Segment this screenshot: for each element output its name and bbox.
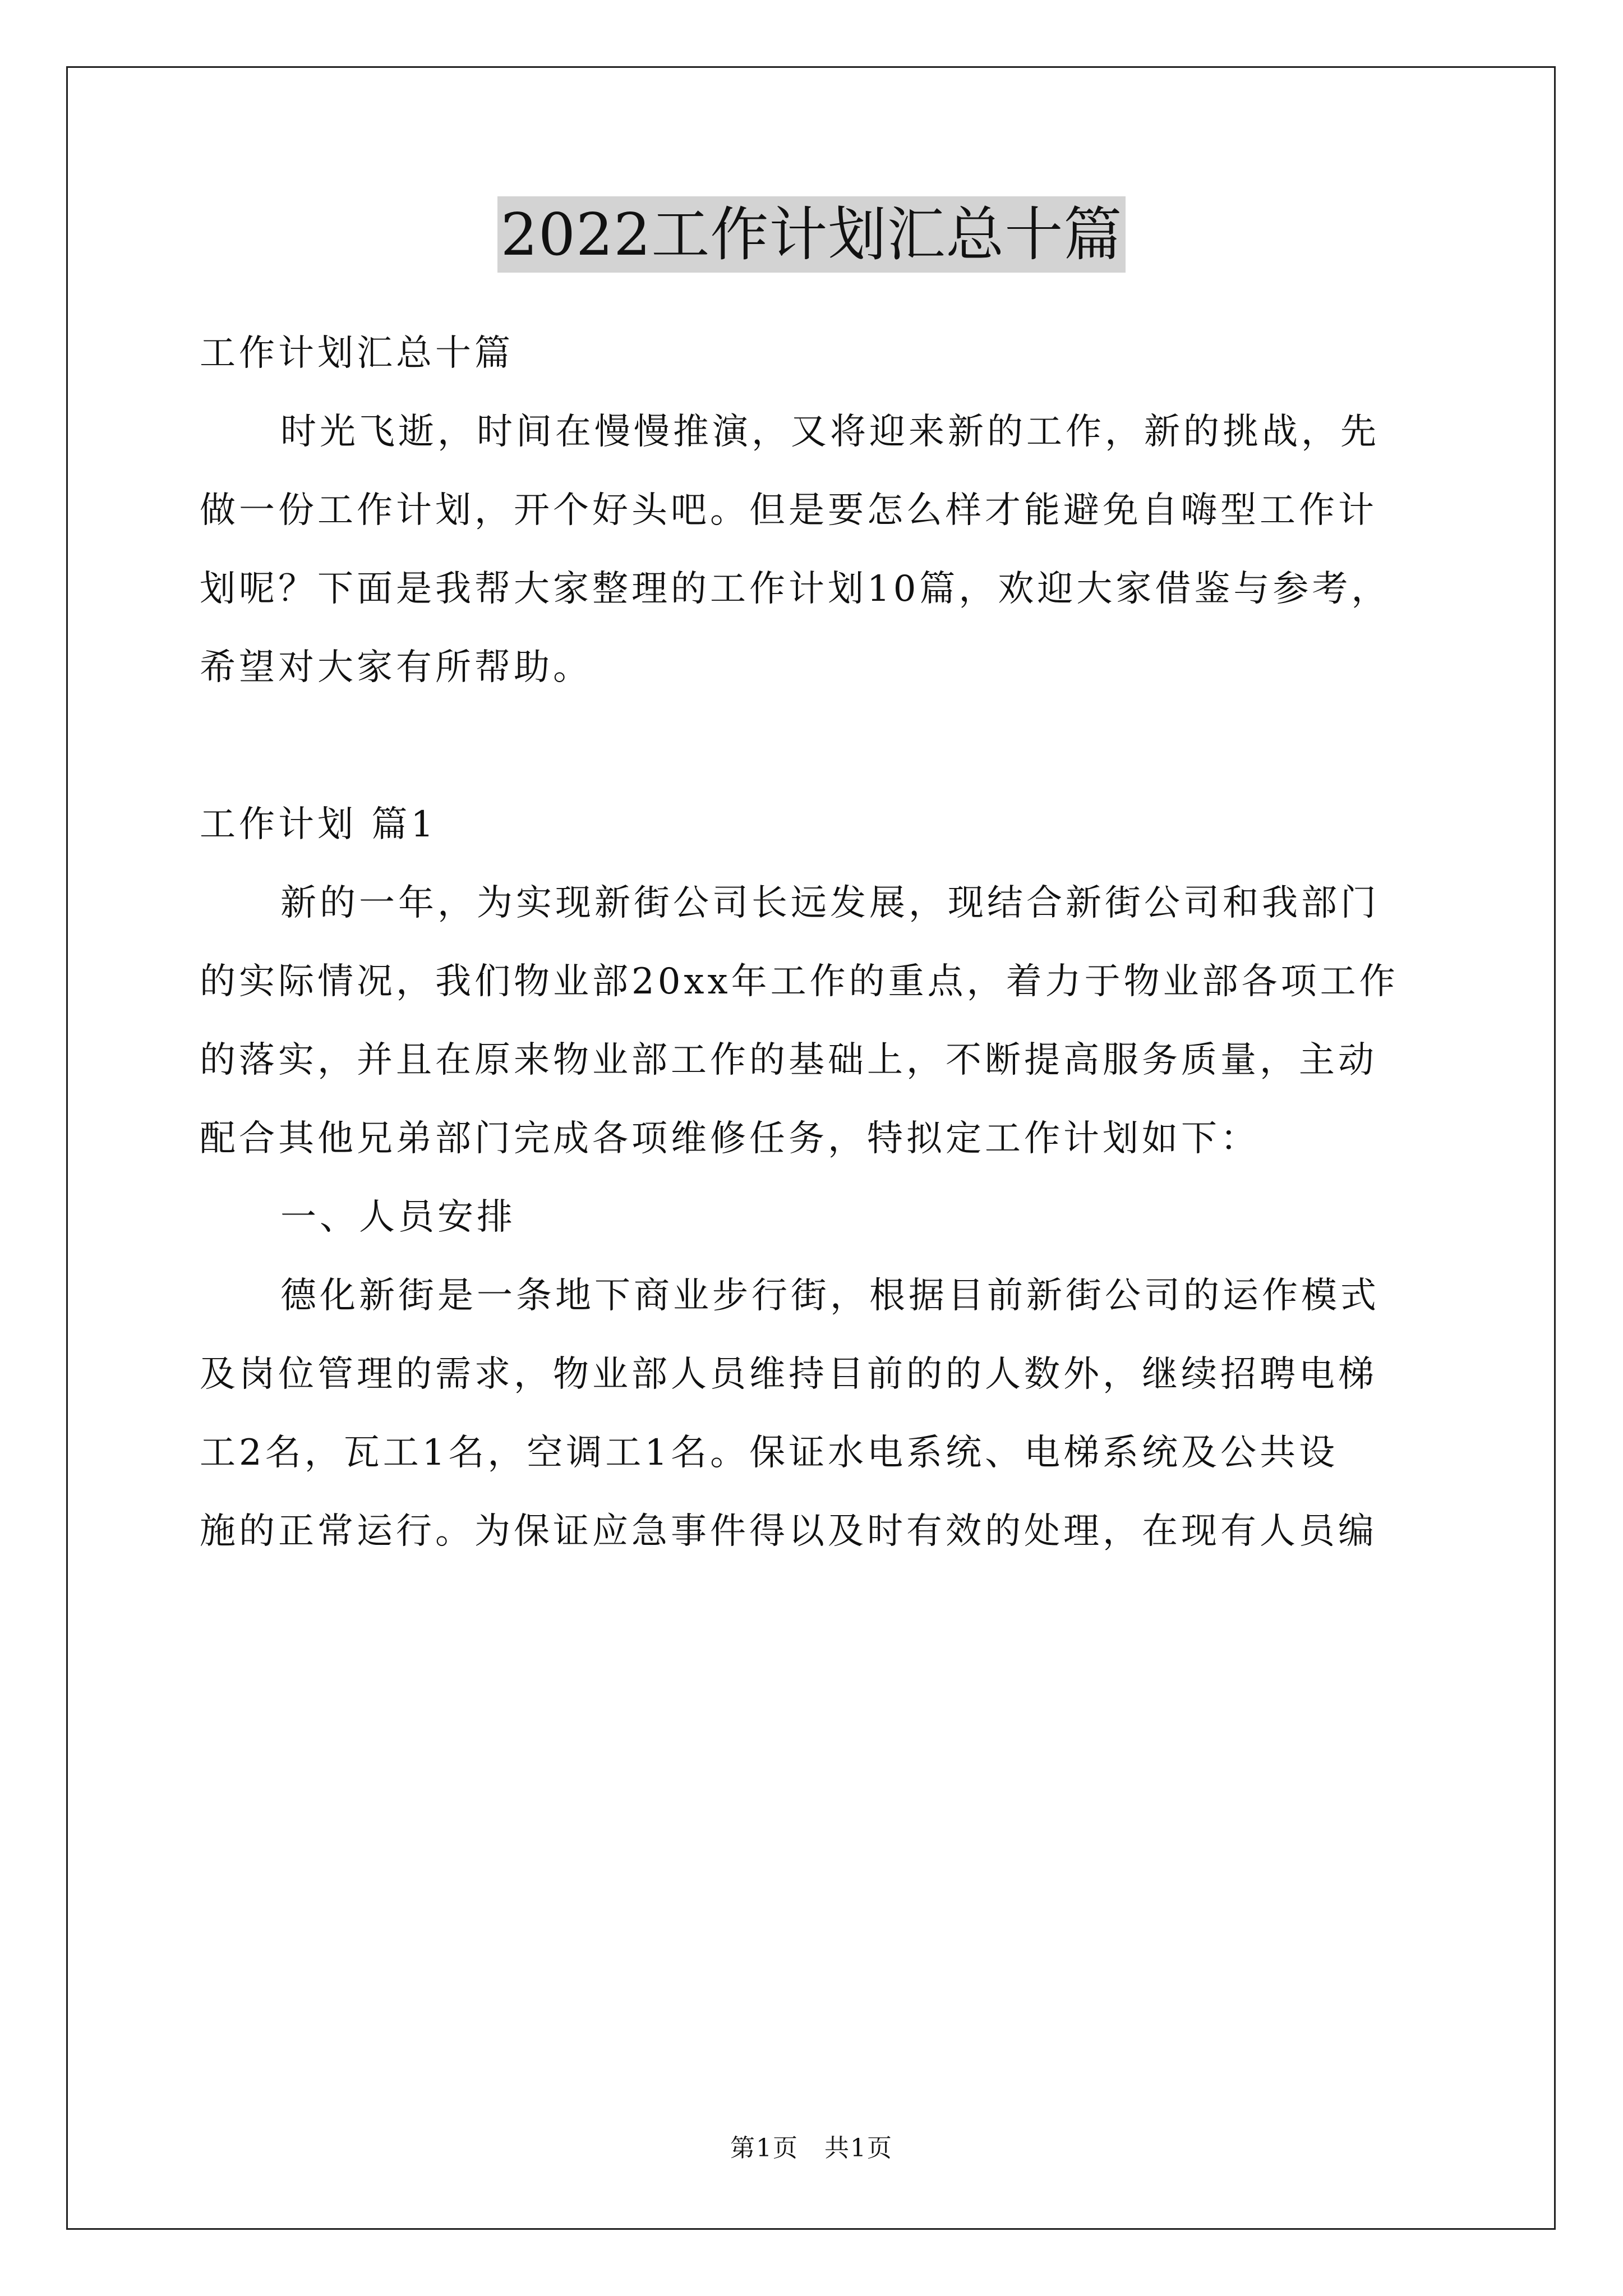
paragraph-line: 德化新街是一条地下商业步行街，根据目前新街公司的运作模式 xyxy=(280,1275,1380,1317)
paragraph-line: 配合其他兄弟部门完成各项维修任务，特拟定工作计划如下： xyxy=(200,1118,1260,1159)
subsection-heading: 一、人员安排 xyxy=(280,1197,516,1238)
paragraph-line: 时光飞逝，时间在慢慢推演，又将迎来新的工作，新的挑战，先 xyxy=(280,411,1380,453)
paragraph-line: 希望对大家有所帮助。 xyxy=(200,647,592,688)
paragraph-line: 及岗位管理的需求，物业部人员维持目前的的人数外，继续招聘电梯 xyxy=(200,1354,1377,1395)
paragraph-line: 做一份工作计划，开个好头吧。但是要怎么样才能避免自嗨型工作计 xyxy=(200,490,1377,531)
paragraph-line: 施的正常运行。为保证应急事件得以及时有效的处理，在现有人员编 xyxy=(200,1511,1377,1552)
page-footer: 第1页 共1页 xyxy=(730,2134,893,2162)
title-container xyxy=(0,196,1623,273)
paragraph-line: 划呢？下面是我帮大家整理的工作计划10篇，欢迎大家借鉴与参考， xyxy=(200,568,1391,610)
paragraph-line: 的落实，并且在原来物业部工作的基础上，不断提高服务质量，主动 xyxy=(200,1039,1377,1081)
document-title: 2022工作计划汇总十篇 xyxy=(497,196,1126,273)
document-body xyxy=(200,314,1433,1571)
blank-line xyxy=(200,707,1433,785)
subtitle-line: 工作计划汇总十篇 xyxy=(200,333,514,374)
paragraph-line: 新的一年，为实现新街公司长远发展，现结合新街公司和我部门 xyxy=(280,882,1380,924)
section-heading: 工作计划 篇1 xyxy=(200,804,437,845)
paragraph-line: 的实际情况，我们物业部20xx年工作的重点，着力于物业部各项工作 xyxy=(200,961,1399,1002)
paragraph-line: 工2名，瓦工1名，空调工1名。保证水电系统、电梯系统及公共设 xyxy=(200,1432,1339,1474)
